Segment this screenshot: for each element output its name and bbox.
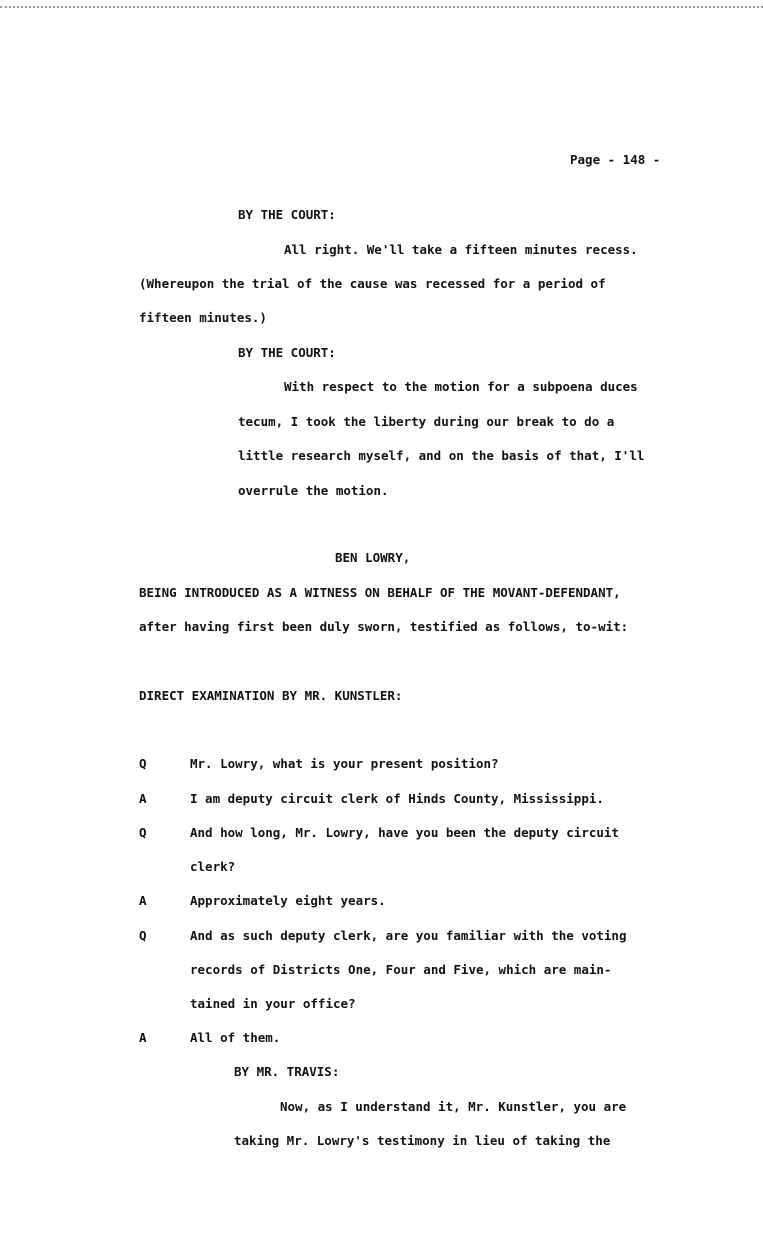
speaker-heading: BY THE COURT:	[238, 345, 336, 360]
qa-marker: A	[139, 791, 147, 806]
qa-text: All of them.	[190, 1030, 281, 1045]
transcript-line: fifteen minutes.)	[139, 310, 267, 325]
qa-text: Mr. Lowry, what is your present position?	[190, 756, 499, 771]
witness-intro-line: after having first been duly sworn, testified as follows, to-wit:	[139, 619, 629, 634]
transcript-line: tecum, I took the liberty during our break to do a	[238, 414, 615, 429]
transcript-line: little research myself, and on the basis of that, I'll	[238, 448, 645, 463]
examination-heading: DIRECT EXAMINATION BY MR. KUNSTLER:	[139, 688, 403, 703]
qa-text: clerk?	[190, 859, 236, 874]
transcript-line: overrule the motion.	[238, 483, 389, 498]
qa-marker: A	[139, 1030, 147, 1045]
transcript-line: (Whereupon the trial of the cause was recessed for a period of	[139, 276, 606, 291]
top-border-rule	[0, 0, 763, 8]
witness-name: BEN LOWRY,	[335, 550, 411, 565]
qa-text: Approximately eight years.	[190, 893, 386, 908]
transcript-line: All right. We'll take a fifteen minutes recess.	[284, 242, 638, 257]
witness-intro-line: BEING INTRODUCED AS A WITNESS ON BEHALF OF THE MOVANT-DEFENDANT,	[139, 585, 621, 600]
qa-text: And how long, Mr. Lowry, have you been the deputy circuit	[190, 825, 619, 840]
qa-text: tained in your office?	[190, 996, 356, 1011]
qa-marker: Q	[139, 825, 147, 840]
qa-text: records of Districts One, Four and Five, which are main-	[190, 962, 612, 977]
transcript-line: With respect to the motion for a subpoena duces	[284, 379, 638, 394]
speaker-heading: BY THE COURT:	[238, 207, 336, 222]
transcript-line: Now, as I understand it, Mr. Kunstler, you are	[280, 1099, 627, 1114]
qa-marker: A	[139, 893, 147, 908]
qa-text: And as such deputy clerk, are you familiar with the voting	[190, 928, 627, 943]
speaker-heading: BY MR. TRAVIS:	[234, 1064, 340, 1079]
transcript-line: taking Mr. Lowry's testimony in lieu of taking the	[234, 1133, 611, 1148]
qa-marker: Q	[139, 928, 147, 943]
qa-text: I am deputy circuit clerk of Hinds County, Mississippi.	[190, 791, 604, 806]
page-number: Page - 148 -	[570, 152, 661, 167]
qa-marker: Q	[139, 756, 147, 771]
